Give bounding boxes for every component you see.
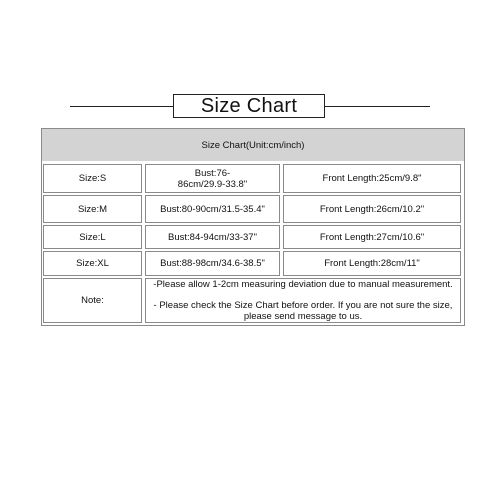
note-label-cell	[43, 278, 142, 323]
size-label: Size:S	[78, 173, 107, 184]
front-length-value: Front Length:26cm/10.2"	[319, 203, 425, 215]
front-length-value: Front Length:28cm/11"	[324, 258, 420, 269]
note-line-1: -Please allow 1-2cm measuring deviation due to manual measurement.	[153, 279, 453, 290]
size-cell-s	[43, 164, 142, 193]
bust-value: Bust:76- 86cm/29.9-33.8"	[177, 167, 248, 190]
size-label: Size:M	[77, 203, 108, 215]
front-length-value: Front Length:25cm/9.8"	[322, 173, 422, 184]
size-label: Size:L	[79, 231, 106, 243]
bust-cell-m	[145, 195, 280, 223]
note-label: Note:	[81, 295, 104, 306]
front-length-cell-s	[283, 164, 461, 193]
page-title: Size Chart	[173, 94, 325, 118]
size-cell-l	[43, 225, 142, 249]
bust-cell-xl	[145, 251, 280, 276]
front-length-cell-l	[283, 225, 461, 249]
bust-value: Bust:84-94cm/33-37"	[168, 231, 257, 243]
bust-value: Bust:80-90cm/31.5-35.4"	[160, 203, 265, 215]
bust-value: Bust:88-98cm/34.6-38.5"	[160, 258, 265, 269]
front-length-cell-xl	[283, 251, 461, 276]
size-cell-xl	[43, 251, 142, 276]
bust-cell-l	[145, 225, 280, 249]
note-text-cell	[145, 278, 461, 323]
note-line-2: - Please check the Size Chart before order. If you are not sure the size, please send message to us.	[153, 300, 453, 322]
size-label: Size:XL	[76, 258, 109, 269]
size-cell-m	[43, 195, 142, 223]
front-length-value: Front Length:27cm/10.6"	[319, 231, 425, 243]
table-header: Size Chart(Unit:cm/inch)	[42, 129, 464, 161]
front-length-cell-m	[283, 195, 461, 223]
bust-cell-s	[145, 164, 280, 193]
